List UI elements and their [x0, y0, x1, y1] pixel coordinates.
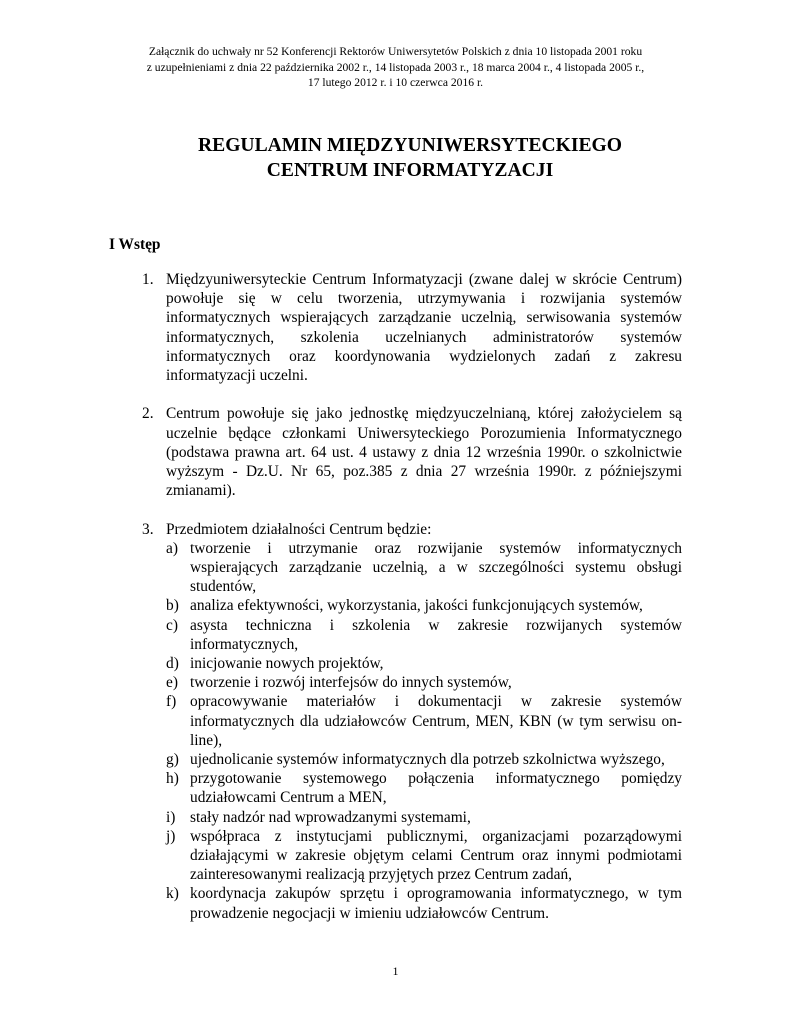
- attachment-note: [100, 44, 691, 91]
- sub-item-k: [166, 884, 682, 922]
- sub-item-label: e): [166, 674, 178, 692]
- sub-item-label: a): [166, 539, 178, 557]
- sub-item-text: stały nadzór nad wprowadzanymi systemami,: [190, 808, 471, 826]
- list-item-text: Przedmiotem działalności Centrum będzie:: [166, 520, 432, 538]
- sub-item-label: b): [166, 597, 179, 615]
- sub-item-e: [166, 673, 682, 692]
- sub-item-label: h): [166, 770, 179, 788]
- list-item-text: Międzyuniwersyteckie Centrum Informatyzacji (zwane dalej w skrócie Centrum) powołuje się w celu tworzenia, utrzymywania i rozwijania systemów informatycznych wspierających zarządzanie uczelnią, serwisowania systemów informatycznych, szkolenia uczelnianych administratorów systemów informatycznych oraz koordynowania wydzielonych zadań z zakresu informatyzacji uczelni.: [166, 271, 682, 385]
- document-title: [110, 134, 710, 183]
- section-heading: I Wstęp: [109, 236, 161, 253]
- list-item-number: 2.: [142, 405, 154, 423]
- list-item-3: [142, 520, 682, 923]
- list-item-number: 1.: [142, 271, 154, 288]
- sub-item-text: inicjowanie nowych projektów,: [190, 655, 384, 673]
- sub-item-text: opracowywanie materiałów i dokumentacji w zakresie systemów informatycznych dla udziałowców Centrum, MEN, KBN (w tym serwisu on-line),: [190, 693, 682, 749]
- sub-item-text: analiza efektywności, wykorzystania, jakości funkcjonujących systemów,: [190, 597, 643, 615]
- sub-item-text: tworzenie i utrzymanie oraz rozwijanie systemów informatycznych wspierających zarządzanie uczelnią, a w szczególności systemu obsługi studentów,: [190, 539, 682, 596]
- sub-item-a: [166, 539, 682, 597]
- sub-item-f: [166, 692, 682, 750]
- paragraph-spacer: [142, 385, 682, 404]
- sub-item-label: f): [166, 693, 177, 711]
- sub-item-d: [166, 654, 682, 673]
- sub-item-label: g): [166, 751, 179, 769]
- sub-item-text: przygotowanie systemowego połączenia informatycznego pomiędzy udziałowcami Centrum a MEN,: [190, 770, 682, 807]
- attachment-note-line-2: z uzupełnieniami z dnia 22 października 2002 r., 14 listopada 2003 r., 18 marca 2004 r., 4 listopada 2005 r.,: [146, 60, 645, 74]
- list-item-1: [142, 270, 682, 385]
- attachment-note-line-1: Załącznik do uchwały nr 52 Konferencji Rektorów Uniwersytetów Polskich z dnia 10 listopada 2001 roku: [148, 45, 643, 58]
- sub-item-text: współpraca z instytucjami publicznymi, organizacjami pozarządowymi działającymi w zakresie objętym celami Centrum oraz innymi podmiotami zainteresowanymi realizacją przyjętych przez Centrum zadań,: [190, 827, 682, 884]
- paragraph-spacer: [142, 500, 682, 519]
- document-title-line-1: REGULAMIN MIĘDZYUNIWERSYTECKIEGO: [197, 135, 623, 156]
- list-item-number: 3.: [142, 520, 154, 538]
- list-item-2: [142, 404, 682, 500]
- sub-item-text: ujednolicanie systemów informatycznych dla potrzeb szkolnictwa wyższego,: [190, 751, 665, 769]
- attachment-note-line-3: 17 lutego 2012 r. i 10 czerwca 2016 r.: [307, 76, 484, 89]
- sub-item-h: [166, 769, 682, 807]
- sub-item-b: [166, 596, 682, 615]
- list-item-text: Centrum powołuje się jako jednostkę międzyuczelnianą, której założycielem są uczelnie będące członkami Uniwersyteckiego Porozumienia Informatycznego (podstawa prawna art. 64 ust. 4 ustawy z dnia 12 września 1990r. o szkolnictwie wyższym - Dz.U. Nr 65, poz.385 z dnia 27 września 1990r. z późniejszymi zmianami).: [166, 405, 682, 500]
- sub-item-label: i): [166, 808, 176, 826]
- document-title-line-2: CENTRUM INFORMATYZACJI: [266, 159, 554, 181]
- sub-item-g: [166, 750, 682, 769]
- sub-item-label: k): [166, 885, 179, 903]
- sub-item-label: j): [166, 827, 176, 845]
- sub-item-j: [166, 827, 682, 885]
- sub-item-text: tworzenie i rozwój interfejsów do innych systemów,: [190, 674, 512, 692]
- sub-item-c: [166, 616, 682, 654]
- sub-item-text: asysta techniczna i szkolenia w zakresie rozwijanych systemów informatycznych,: [190, 616, 682, 653]
- sub-item-i: [166, 808, 682, 827]
- sub-item-label: d): [166, 655, 179, 673]
- page-number: 1: [392, 964, 399, 978]
- sub-item-text: koordynacja zakupów sprzętu i oprogramowania informatycznego, w tym prowadzenie negocjacji w imieniu udziałowców Centrum.: [190, 885, 682, 922]
- sub-item-label: c): [166, 616, 178, 634]
- numbered-list: [142, 270, 682, 923]
